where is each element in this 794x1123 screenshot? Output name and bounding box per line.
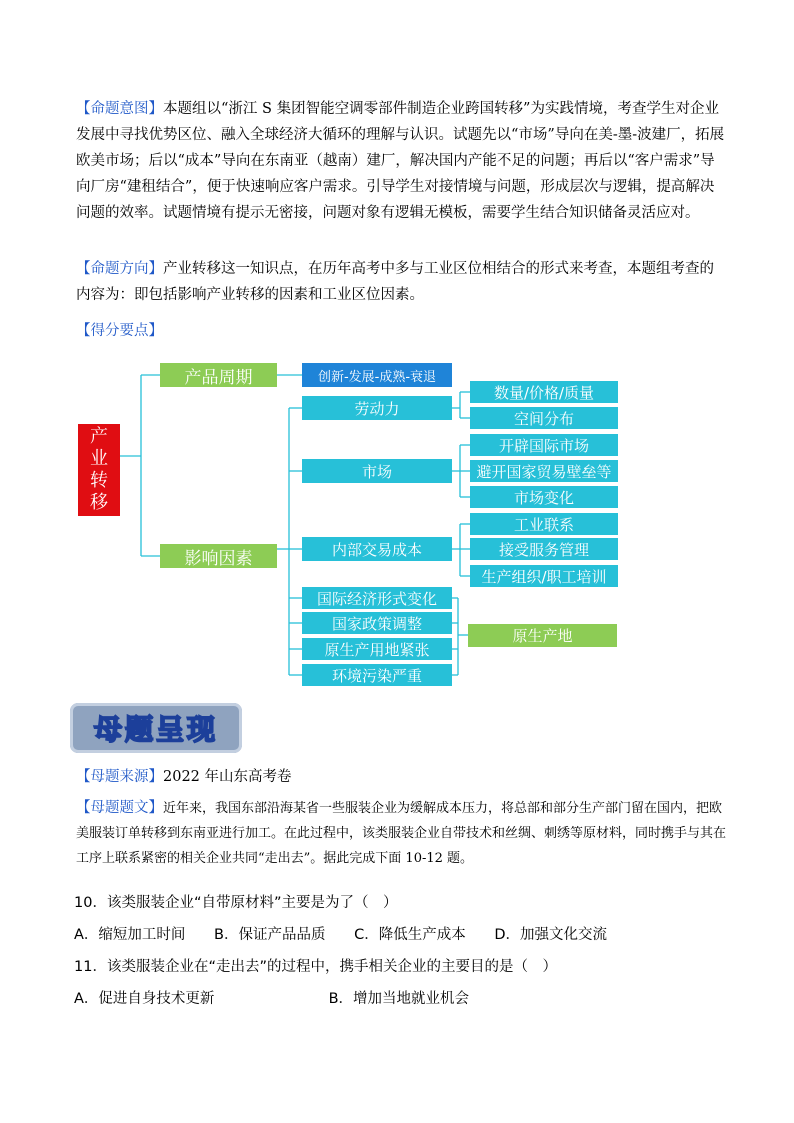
labor-item-node: [470, 407, 618, 429]
source-text: 2022 年山东高考卷: [163, 769, 292, 785]
origin-label: 原生产地: [512, 627, 573, 645]
source-line: [76, 764, 728, 790]
internal-item-label: 工业联系: [513, 515, 574, 534]
question-11-stem: 11．该类服装企业在“走出去”的过程中，携手相关企业的主要目的是（ ）: [74, 959, 557, 975]
option-a[interactable]: A．促进自身技术更新: [74, 991, 215, 1007]
option-c[interactable]: C．降低生产成本: [354, 927, 466, 943]
passage-tag: 【母题题文】: [76, 800, 163, 816]
mother-question-banner: [70, 703, 242, 753]
market-node: [302, 459, 452, 483]
banner-text: 母题呈现: [93, 713, 218, 746]
root-label: 产业转移: [90, 426, 108, 513]
factors-label: 影响因素: [184, 548, 253, 569]
question-10-stem: 10．该类服装企业“自带原材料”主要是为了（ ）: [74, 895, 398, 911]
root-node: [78, 424, 120, 516]
cycle-stages-label: 创新-发展-成熟-衰退: [317, 369, 437, 385]
origin-factor-node: [302, 612, 452, 634]
factors-node: [160, 544, 277, 568]
market-item-label: 开辟国际市场: [498, 436, 589, 455]
source-tag: 【母题来源】: [76, 769, 163, 785]
internal-cost-label: 内部交易成本: [331, 540, 422, 559]
market-item-label: 避开国家贸易壁垒等: [476, 462, 612, 481]
internal-cost-node: [302, 537, 452, 561]
direction-text: 产业转移这一知识点，在历年高考中多与工业区位相结合的形式来考查，本题组考查的内容为：即包括影响产业转移的因素和工业区位因素。: [76, 261, 714, 303]
market-label: 市场: [361, 462, 392, 481]
option-d[interactable]: D．加强文化交流: [494, 927, 607, 943]
internal-item-label: 接受服务管理: [498, 540, 589, 559]
internal-item-label: 生产组织/职工培训: [481, 567, 607, 586]
intent-text: 本题组以“浙江 S 集团智能空调零部件制造企业跨国转移”为实践情境，考查学生对企业发展中寻找优势区位、融入全球经济大循环的理解与认识。试题先以“市场”导向在美-墨-波建厂，拓展欧美市场；后以“成本”导向在东南亚（越南）建厂，解决国内产能不足的问题；再后以“客户需求”导向厂房“建租结合”，便于快速响应客户需求。引导学生对接情境与问题，形成层次与逻辑，提高解决问题的效率。试题情境有提示无密接，问题对象有逻辑无模板，需要学生结合知识储备灵活应对。: [76, 101, 725, 221]
option-a[interactable]: A．缩短加工时间: [74, 927, 186, 943]
passage-paragraph: [76, 796, 728, 871]
origin-factor-label: 国际经济形式变化: [316, 589, 437, 608]
origin-factor-label: 原生产用地紧张: [324, 640, 430, 659]
labor-item-label: 数量/价格/质量: [493, 383, 595, 402]
origin-factor-node: [302, 587, 452, 609]
market-item-label: 市场变化: [513, 488, 574, 507]
market-item-node: [470, 460, 618, 482]
direction-tag: 【命题方向】: [76, 261, 163, 277]
labor-node: [302, 396, 452, 420]
labor-item-label: 空间分布: [513, 409, 574, 428]
product-cycle-node: [160, 363, 277, 387]
labor-item-node: [470, 381, 618, 403]
option-b[interactable]: B．保证产品品质: [214, 927, 326, 943]
origin-factor-node: [302, 638, 452, 660]
market-item-node: [470, 486, 618, 508]
product-cycle-label: 产品周期: [184, 367, 253, 388]
origin-factor-label: 国家政策调整: [331, 614, 422, 633]
cycle-stages-node: [302, 363, 452, 387]
labor-label: 劳动力: [354, 399, 400, 418]
internal-item-node: [470, 513, 618, 535]
question-11-options: [74, 987, 493, 1008]
option-b[interactable]: B．增加当地就业机会: [328, 991, 470, 1007]
origin-factor-node: [302, 664, 452, 686]
question-10-options: [74, 923, 631, 944]
origin-factor-label: 环境污染严重: [331, 666, 422, 685]
market-item-node: [470, 434, 618, 456]
scoring-tag: 【得分要点】: [76, 323, 163, 339]
origin-node: [468, 624, 617, 647]
passage-text: 近年来，我国东部沿海某省一些服装企业为缓解成本压力，将总部和部分生产部门留在国内，把欧美服装订单转移到东南亚进行加工。在此过程中，该类服装企业自带技术和丝绸、刺绣等原材料，同时携手与其在工序上联系紧密的相关企业共同“走出去”。据此完成下面 10-12 题。: [76, 801, 727, 866]
internal-item-node: [470, 538, 618, 560]
internal-item-node: [470, 565, 618, 587]
intent-tag: 【命题意图】: [76, 101, 163, 117]
